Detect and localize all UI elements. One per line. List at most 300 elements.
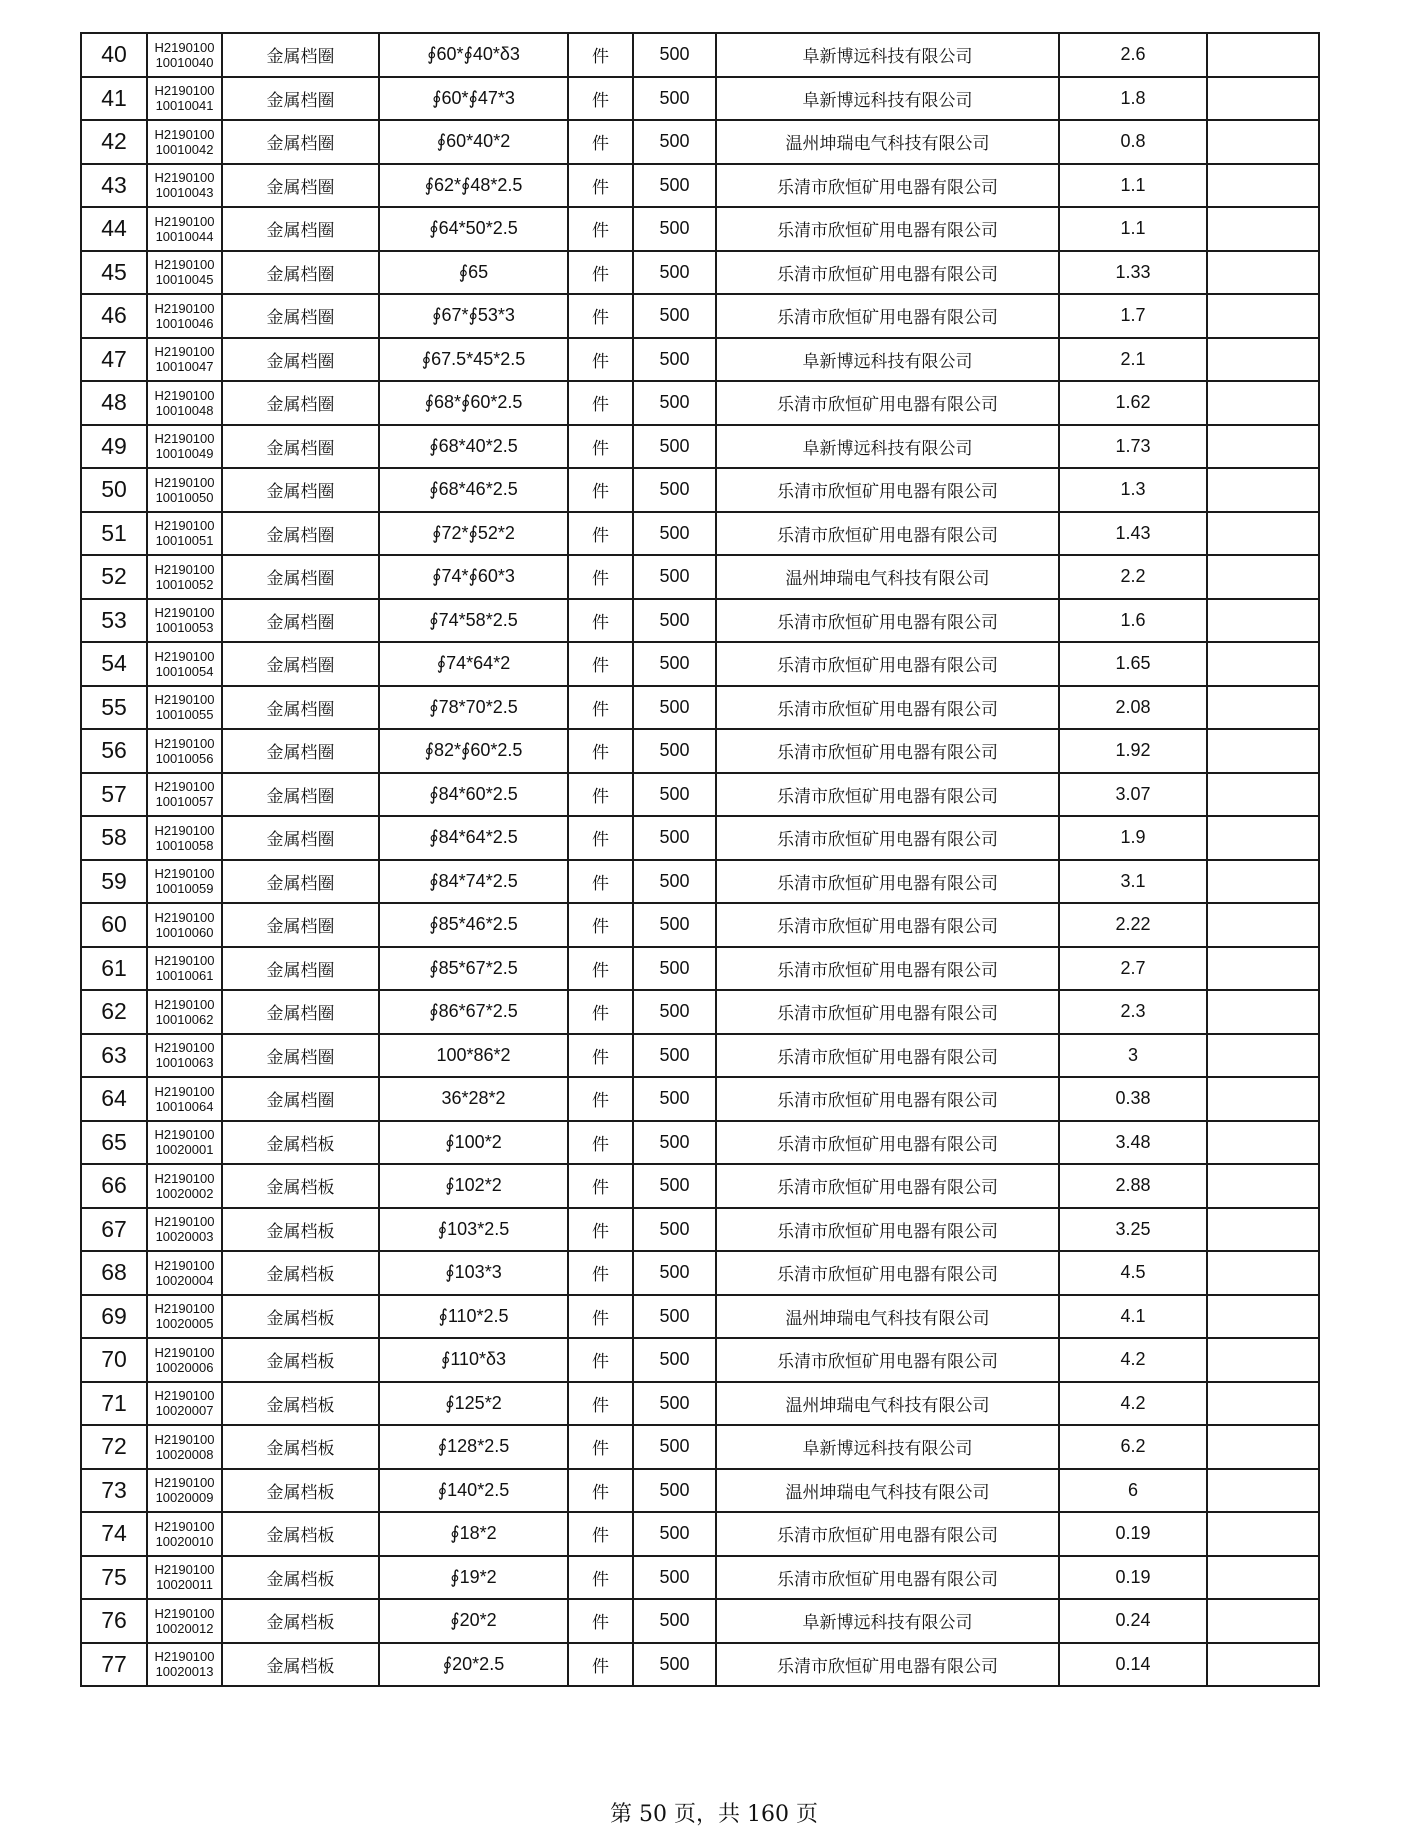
specification-cell: ∮20*2 xyxy=(379,1599,568,1643)
table-row xyxy=(81,1295,1319,1339)
material-code-cell xyxy=(147,1382,222,1426)
specification-cell: ∮125*2 xyxy=(379,1382,568,1426)
row-number-cell: 54 xyxy=(81,642,147,686)
supplier-cell: 温州坤瑞电气科技有限公司 xyxy=(716,1295,1059,1339)
quantity-cell: 500 xyxy=(633,1512,716,1556)
supplier-cell: 乐清市欣恒矿用电器有限公司 xyxy=(716,468,1059,512)
price-cell: 1.3 xyxy=(1059,468,1207,512)
material-code-cell xyxy=(147,468,222,512)
price-cell: 1.1 xyxy=(1059,207,1207,251)
quantity-cell: 500 xyxy=(633,1382,716,1426)
table-row xyxy=(81,1208,1319,1252)
unit-cell: 件 xyxy=(568,1077,633,1121)
quantity-cell: 500 xyxy=(633,120,716,164)
row-number-cell: 52 xyxy=(81,555,147,599)
unit-cell: 件 xyxy=(568,1599,633,1643)
supplier-cell: 乐清市欣恒矿用电器有限公司 xyxy=(716,816,1059,860)
material-code-suffix: 10010044 xyxy=(155,228,214,244)
remark-cell xyxy=(1207,294,1319,338)
row-number-cell: 71 xyxy=(81,1382,147,1426)
table-row xyxy=(81,990,1319,1034)
material-name-cell: 金属档板 xyxy=(222,1556,379,1600)
material-name-cell: 金属档圈 xyxy=(222,294,379,338)
unit-cell: 件 xyxy=(568,555,633,599)
unit-cell: 件 xyxy=(568,33,633,77)
quantity-cell: 500 xyxy=(633,1556,716,1600)
quantity-cell: 500 xyxy=(633,425,716,469)
supplier-cell: 阜新博远科技有限公司 xyxy=(716,33,1059,77)
quantity-cell: 500 xyxy=(633,1469,716,1513)
remark-cell xyxy=(1207,251,1319,295)
material-code-cell xyxy=(147,251,222,295)
table-row xyxy=(81,381,1319,425)
material-code-cell xyxy=(147,33,222,77)
price-cell: 2.3 xyxy=(1059,990,1207,1034)
row-number-cell: 43 xyxy=(81,164,147,208)
quantity-cell: 500 xyxy=(633,1425,716,1469)
row-number-cell: 48 xyxy=(81,381,147,425)
price-cell: 4.1 xyxy=(1059,1295,1207,1339)
specification-cell: ∮18*2 xyxy=(379,1512,568,1556)
remark-cell xyxy=(1207,903,1319,947)
material-code-suffix: 10010061 xyxy=(155,968,214,984)
row-number-cell: 46 xyxy=(81,294,147,338)
row-number-cell: 68 xyxy=(81,1251,147,1295)
material-code-suffix: 10010040 xyxy=(155,54,214,70)
price-cell: 6 xyxy=(1059,1469,1207,1513)
unit-cell: 件 xyxy=(568,1643,633,1687)
remark-cell xyxy=(1207,120,1319,164)
unit-cell: 件 xyxy=(568,1164,633,1208)
table-row xyxy=(81,729,1319,773)
material-name-cell: 金属档圈 xyxy=(222,599,379,643)
unit-cell: 件 xyxy=(568,686,633,730)
supplier-cell: 乐清市欣恒矿用电器有限公司 xyxy=(716,1077,1059,1121)
material-code-cell xyxy=(147,1077,222,1121)
material-name-cell: 金属档圈 xyxy=(222,33,379,77)
supplier-cell: 乐清市欣恒矿用电器有限公司 xyxy=(716,686,1059,730)
specification-cell: ∮74*∮60*3 xyxy=(379,555,568,599)
specification-cell: ∮102*2 xyxy=(379,1164,568,1208)
material-code-cell xyxy=(147,686,222,730)
table-row xyxy=(81,1338,1319,1382)
material-code-prefix: H2190100 xyxy=(154,39,215,55)
remark-cell xyxy=(1207,990,1319,1034)
row-number-cell: 74 xyxy=(81,1512,147,1556)
quantity-cell: 500 xyxy=(633,773,716,817)
material-code-prefix: H2190100 xyxy=(154,1170,215,1186)
quantity-cell: 500 xyxy=(633,207,716,251)
price-cell: 1.6 xyxy=(1059,599,1207,643)
supplier-cell: 乐清市欣恒矿用电器有限公司 xyxy=(716,294,1059,338)
price-cell: 1.33 xyxy=(1059,251,1207,295)
material-name-cell: 金属档板 xyxy=(222,1425,379,1469)
remark-cell xyxy=(1207,33,1319,77)
quantity-cell: 500 xyxy=(633,1121,716,1165)
price-cell: 2.7 xyxy=(1059,947,1207,991)
quantity-cell: 500 xyxy=(633,512,716,556)
row-number-cell: 59 xyxy=(81,860,147,904)
remark-cell xyxy=(1207,1599,1319,1643)
unit-cell: 件 xyxy=(568,381,633,425)
row-number-cell: 76 xyxy=(81,1599,147,1643)
row-number-cell: 65 xyxy=(81,1121,147,1165)
material-name-cell: 金属档圈 xyxy=(222,555,379,599)
material-code-cell xyxy=(147,990,222,1034)
material-code-suffix: 10020002 xyxy=(155,1185,214,1201)
specification-cell: ∮128*2.5 xyxy=(379,1425,568,1469)
material-code-prefix: H2190100 xyxy=(154,735,215,751)
table-row xyxy=(81,1469,1319,1513)
unit-cell: 件 xyxy=(568,1251,633,1295)
specification-cell: ∮20*2.5 xyxy=(379,1643,568,1687)
remark-cell xyxy=(1207,468,1319,512)
quantity-cell: 500 xyxy=(633,990,716,1034)
row-number-cell: 55 xyxy=(81,686,147,730)
unit-cell: 件 xyxy=(568,1034,633,1078)
material-code-prefix: H2190100 xyxy=(154,1301,215,1317)
material-code-cell xyxy=(147,555,222,599)
material-name-cell: 金属档圈 xyxy=(222,1077,379,1121)
material-code-cell xyxy=(147,947,222,991)
table-row xyxy=(81,947,1319,991)
remark-cell xyxy=(1207,860,1319,904)
material-name-cell: 金属档板 xyxy=(222,1599,379,1643)
material-name-cell: 金属档板 xyxy=(222,1382,379,1426)
specification-cell: ∮103*2.5 xyxy=(379,1208,568,1252)
supplier-cell: 乐清市欣恒矿用电器有限公司 xyxy=(716,207,1059,251)
price-cell: 2.08 xyxy=(1059,686,1207,730)
material-code-cell xyxy=(147,903,222,947)
material-code-prefix: H2190100 xyxy=(154,648,215,664)
remark-cell xyxy=(1207,686,1319,730)
material-code-prefix: H2190100 xyxy=(154,257,215,273)
supplier-cell: 乐清市欣恒矿用电器有限公司 xyxy=(716,512,1059,556)
remark-cell xyxy=(1207,816,1319,860)
row-number-cell: 40 xyxy=(81,33,147,77)
quantity-cell: 500 xyxy=(633,1208,716,1252)
material-code-suffix: 10020005 xyxy=(155,1316,214,1332)
material-name-cell: 金属档圈 xyxy=(222,990,379,1034)
unit-cell: 件 xyxy=(568,773,633,817)
remark-cell xyxy=(1207,947,1319,991)
supplier-cell: 阜新博远科技有限公司 xyxy=(716,338,1059,382)
material-name-cell: 金属档圈 xyxy=(222,77,379,121)
table-row xyxy=(81,1382,1319,1426)
price-cell: 1.1 xyxy=(1059,164,1207,208)
price-cell: 4.5 xyxy=(1059,1251,1207,1295)
quantity-cell: 500 xyxy=(633,860,716,904)
remark-cell xyxy=(1207,1556,1319,1600)
material-name-cell: 金属档圈 xyxy=(222,381,379,425)
table-row xyxy=(81,468,1319,512)
supplier-cell: 乐清市欣恒矿用电器有限公司 xyxy=(716,1338,1059,1382)
price-cell: 0.8 xyxy=(1059,120,1207,164)
material-name-cell: 金属档圈 xyxy=(222,642,379,686)
remark-cell xyxy=(1207,599,1319,643)
material-code-cell xyxy=(147,381,222,425)
material-name-cell: 金属档板 xyxy=(222,1338,379,1382)
material-code-suffix: 10020004 xyxy=(155,1272,214,1288)
remark-cell xyxy=(1207,1208,1319,1252)
quantity-cell: 500 xyxy=(633,947,716,991)
material-code-cell xyxy=(147,77,222,121)
quantity-cell: 500 xyxy=(633,1164,716,1208)
price-cell: 3.1 xyxy=(1059,860,1207,904)
material-code-prefix: H2190100 xyxy=(154,866,215,882)
material-code-suffix: 10020006 xyxy=(155,1359,214,1375)
material-code-suffix: 10010055 xyxy=(155,707,214,723)
quantity-cell: 500 xyxy=(633,33,716,77)
material-name-cell: 金属档圈 xyxy=(222,164,379,208)
quantity-cell: 500 xyxy=(633,338,716,382)
material-code-suffix: 10020008 xyxy=(155,1446,214,1462)
row-number-cell: 49 xyxy=(81,425,147,469)
supplier-cell: 阜新博远科技有限公司 xyxy=(716,77,1059,121)
material-code-prefix: H2190100 xyxy=(154,561,215,577)
material-code-suffix: 10010052 xyxy=(155,576,214,592)
price-cell: 3 xyxy=(1059,1034,1207,1078)
material-code-cell xyxy=(147,860,222,904)
quantity-cell: 500 xyxy=(633,1295,716,1339)
material-code-cell xyxy=(147,120,222,164)
specification-cell: ∮68*∮60*2.5 xyxy=(379,381,568,425)
material-name-cell: 金属档板 xyxy=(222,1251,379,1295)
material-code-suffix: 10020007 xyxy=(155,1403,214,1419)
supplier-cell: 乐清市欣恒矿用电器有限公司 xyxy=(716,1556,1059,1600)
price-cell: 1.9 xyxy=(1059,816,1207,860)
price-cell: 3.25 xyxy=(1059,1208,1207,1252)
material-code-cell xyxy=(147,294,222,338)
material-name-cell: 金属档圈 xyxy=(222,903,379,947)
quantity-cell: 500 xyxy=(633,903,716,947)
table-row xyxy=(81,1034,1319,1078)
price-cell: 2.88 xyxy=(1059,1164,1207,1208)
specification-cell: ∮19*2 xyxy=(379,1556,568,1600)
remark-cell xyxy=(1207,1164,1319,1208)
row-number-cell: 67 xyxy=(81,1208,147,1252)
price-cell: 1.7 xyxy=(1059,294,1207,338)
table-row xyxy=(81,1164,1319,1208)
material-code-cell xyxy=(147,1556,222,1600)
remark-cell xyxy=(1207,642,1319,686)
material-code-suffix: 10020011 xyxy=(156,1577,213,1593)
row-number-cell: 56 xyxy=(81,729,147,773)
price-cell: 1.8 xyxy=(1059,77,1207,121)
material-name-cell: 金属档圈 xyxy=(222,468,379,512)
table-row xyxy=(81,33,1319,77)
material-name-cell: 金属档圈 xyxy=(222,686,379,730)
row-number-cell: 64 xyxy=(81,1077,147,1121)
price-cell: 1.92 xyxy=(1059,729,1207,773)
remark-cell xyxy=(1207,512,1319,556)
unit-cell: 件 xyxy=(568,294,633,338)
material-code-suffix: 10020013 xyxy=(155,1664,214,1680)
specification-cell: ∮84*74*2.5 xyxy=(379,860,568,904)
quantity-cell: 500 xyxy=(633,164,716,208)
quantity-cell: 500 xyxy=(633,77,716,121)
table-row xyxy=(81,294,1319,338)
price-cell: 0.19 xyxy=(1059,1556,1207,1600)
supplier-cell: 温州坤瑞电气科技有限公司 xyxy=(716,1382,1059,1426)
material-code-suffix: 10010048 xyxy=(155,402,214,418)
remark-cell xyxy=(1207,1425,1319,1469)
supplier-cell: 乐清市欣恒矿用电器有限公司 xyxy=(716,381,1059,425)
quantity-cell: 500 xyxy=(633,294,716,338)
supplier-cell: 乐清市欣恒矿用电器有限公司 xyxy=(716,729,1059,773)
specification-cell: ∮68*46*2.5 xyxy=(379,468,568,512)
material-code-suffix: 10020001 xyxy=(155,1142,214,1158)
unit-cell: 件 xyxy=(568,599,633,643)
unit-cell: 件 xyxy=(568,77,633,121)
table-row xyxy=(81,860,1319,904)
supplier-cell: 乐清市欣恒矿用电器有限公司 xyxy=(716,1208,1059,1252)
price-cell: 0.14 xyxy=(1059,1643,1207,1687)
material-name-cell: 金属档圈 xyxy=(222,512,379,556)
supplier-cell: 阜新博远科技有限公司 xyxy=(716,1599,1059,1643)
unit-cell: 件 xyxy=(568,425,633,469)
row-number-cell: 57 xyxy=(81,773,147,817)
material-code-prefix: H2190100 xyxy=(154,170,215,186)
remark-cell xyxy=(1207,1077,1319,1121)
table-row xyxy=(81,1251,1319,1295)
material-code-prefix: H2190100 xyxy=(154,1562,215,1578)
unit-cell: 件 xyxy=(568,1338,633,1382)
specification-cell: ∮82*∮60*2.5 xyxy=(379,729,568,773)
material-code-prefix: H2190100 xyxy=(154,1083,215,1099)
supplier-cell: 温州坤瑞电气科技有限公司 xyxy=(716,120,1059,164)
material-code-prefix: H2190100 xyxy=(154,909,215,925)
material-code-cell xyxy=(147,1208,222,1252)
table-row xyxy=(81,251,1319,295)
unit-cell: 件 xyxy=(568,729,633,773)
supplier-cell: 乐清市欣恒矿用电器有限公司 xyxy=(716,164,1059,208)
row-number-cell: 70 xyxy=(81,1338,147,1382)
material-name-cell: 金属档板 xyxy=(222,1469,379,1513)
material-code-prefix: H2190100 xyxy=(154,83,215,99)
supplier-cell: 乐清市欣恒矿用电器有限公司 xyxy=(716,599,1059,643)
specification-cell: ∮72*∮52*2 xyxy=(379,512,568,556)
material-code-suffix: 10010042 xyxy=(155,141,214,157)
material-code-cell xyxy=(147,164,222,208)
table-row xyxy=(81,816,1319,860)
row-number-cell: 44 xyxy=(81,207,147,251)
specification-cell: ∮67*∮53*3 xyxy=(379,294,568,338)
material-name-cell: 金属档圈 xyxy=(222,947,379,991)
row-number-cell: 58 xyxy=(81,816,147,860)
material-code-cell xyxy=(147,512,222,556)
remark-cell xyxy=(1207,1512,1319,1556)
material-code-cell xyxy=(147,1599,222,1643)
specification-cell: ∮110*δ3 xyxy=(379,1338,568,1382)
material-name-cell: 金属档圈 xyxy=(222,773,379,817)
material-name-cell: 金属档圈 xyxy=(222,860,379,904)
material-name-cell: 金属档圈 xyxy=(222,120,379,164)
table-row xyxy=(81,425,1319,469)
specification-cell: ∮64*50*2.5 xyxy=(379,207,568,251)
unit-cell: 件 xyxy=(568,816,633,860)
specification-cell: ∮65 xyxy=(379,251,568,295)
specification-cell: ∮85*46*2.5 xyxy=(379,903,568,947)
row-number-cell: 47 xyxy=(81,338,147,382)
table-row xyxy=(81,686,1319,730)
row-number-cell: 42 xyxy=(81,120,147,164)
material-code-suffix: 10010050 xyxy=(155,489,214,505)
unit-cell: 件 xyxy=(568,860,633,904)
table-row xyxy=(81,1121,1319,1165)
material-code-cell xyxy=(147,599,222,643)
material-code-prefix: H2190100 xyxy=(154,213,215,229)
material-code-prefix: H2190100 xyxy=(154,1388,215,1404)
unit-cell: 件 xyxy=(568,642,633,686)
material-name-cell: 金属档板 xyxy=(222,1512,379,1556)
remark-cell xyxy=(1207,1121,1319,1165)
remark-cell xyxy=(1207,338,1319,382)
material-code-suffix: 10010058 xyxy=(155,837,214,853)
material-code-cell xyxy=(147,1469,222,1513)
table-row xyxy=(81,1425,1319,1469)
supplier-cell: 乐清市欣恒矿用电器有限公司 xyxy=(716,1251,1059,1295)
material-name-cell: 金属档板 xyxy=(222,1121,379,1165)
material-code-cell xyxy=(147,207,222,251)
price-cell: 4.2 xyxy=(1059,1338,1207,1382)
unit-cell: 件 xyxy=(568,512,633,556)
material-name-cell: 金属档圈 xyxy=(222,1034,379,1078)
supplier-cell: 乐清市欣恒矿用电器有限公司 xyxy=(716,251,1059,295)
material-code-prefix: H2190100 xyxy=(154,344,215,360)
quantity-cell: 500 xyxy=(633,686,716,730)
remark-cell xyxy=(1207,1469,1319,1513)
remark-cell xyxy=(1207,773,1319,817)
material-code-prefix: H2190100 xyxy=(154,1431,215,1447)
material-code-prefix: H2190100 xyxy=(154,779,215,795)
price-cell: 2.6 xyxy=(1059,33,1207,77)
specification-cell: ∮67.5*45*2.5 xyxy=(379,338,568,382)
table-row xyxy=(81,555,1319,599)
material-code-prefix: H2190100 xyxy=(154,518,215,534)
specification-cell: ∮84*60*2.5 xyxy=(379,773,568,817)
material-code-suffix: 10010041 xyxy=(155,98,214,114)
material-code-suffix: 10010046 xyxy=(155,315,214,331)
supplier-cell: 乐清市欣恒矿用电器有限公司 xyxy=(716,642,1059,686)
remark-cell xyxy=(1207,1251,1319,1295)
price-cell: 4.2 xyxy=(1059,1382,1207,1426)
material-code-suffix: 10020003 xyxy=(155,1229,214,1245)
row-number-cell: 69 xyxy=(81,1295,147,1339)
remark-cell xyxy=(1207,1643,1319,1687)
material-name-cell: 金属档圈 xyxy=(222,816,379,860)
table-row xyxy=(81,903,1319,947)
table-row xyxy=(81,773,1319,817)
material-code-cell xyxy=(147,1164,222,1208)
material-code-cell xyxy=(147,1512,222,1556)
material-code-suffix: 10010062 xyxy=(155,1011,214,1027)
supplier-cell: 乐清市欣恒矿用电器有限公司 xyxy=(716,860,1059,904)
page-footer: 第 50 页，共 160 页 xyxy=(610,1802,818,1827)
quantity-cell: 500 xyxy=(633,381,716,425)
material-name-cell: 金属档板 xyxy=(222,1164,379,1208)
material-code-cell xyxy=(147,1251,222,1295)
material-code-prefix: H2190100 xyxy=(154,1475,215,1491)
table-row xyxy=(81,1643,1319,1687)
material-code-prefix: H2190100 xyxy=(154,692,215,708)
remark-cell xyxy=(1207,381,1319,425)
row-number-cell: 61 xyxy=(81,947,147,991)
price-cell: 1.65 xyxy=(1059,642,1207,686)
material-code-suffix: 10020009 xyxy=(155,1490,214,1506)
quantity-cell: 500 xyxy=(633,729,716,773)
supplier-cell: 温州坤瑞电气科技有限公司 xyxy=(716,1469,1059,1513)
